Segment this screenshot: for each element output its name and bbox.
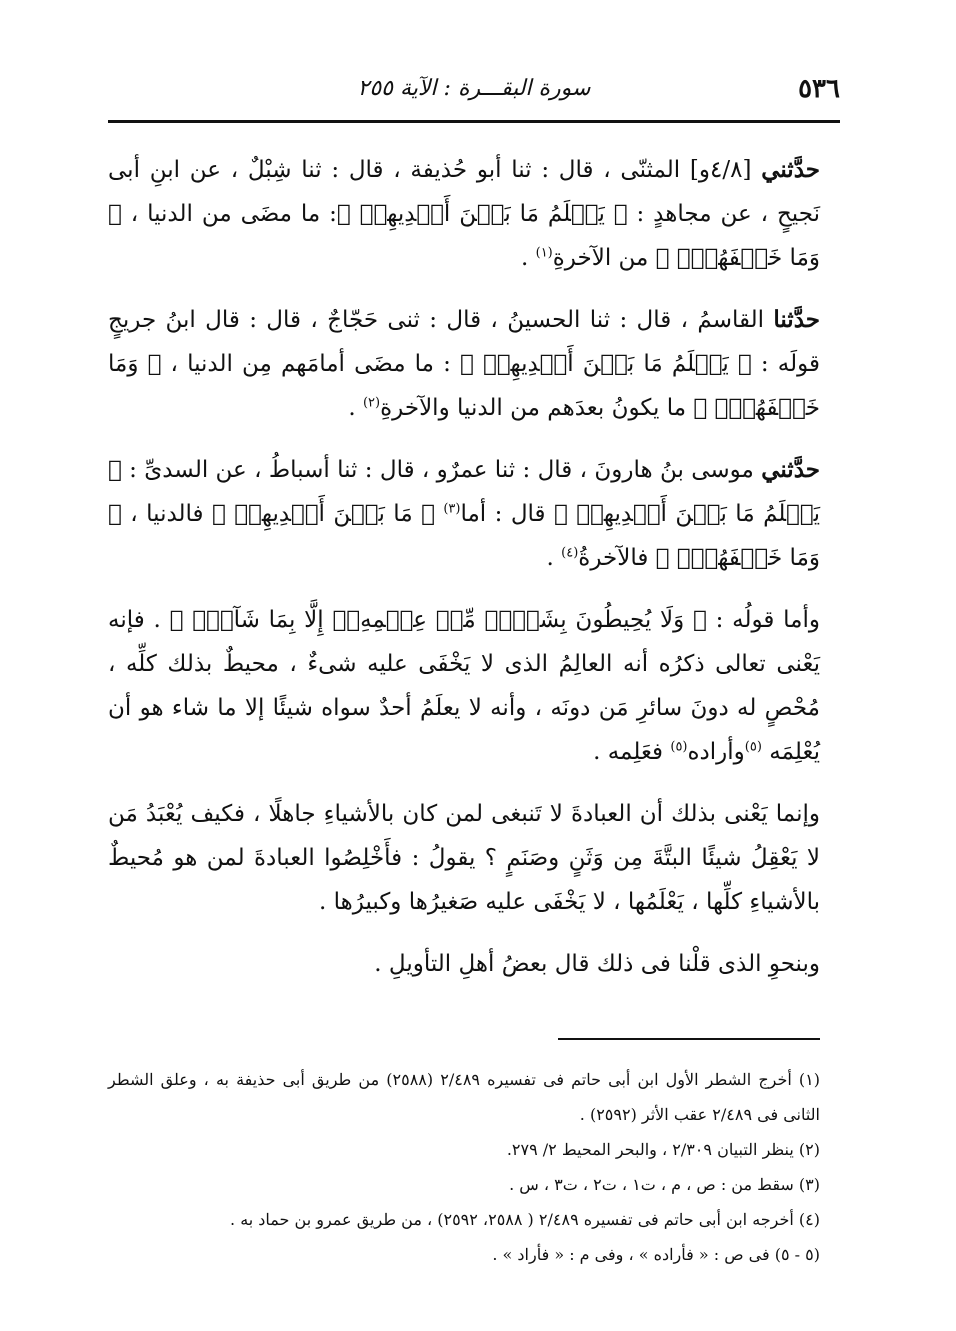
paragraph-text: وإنما يَعْنى بذلك أن العبادةَ لا تَنبغى لمن كان بالأشياءِ جاهلًا ، فكيف يُعْبَدُ مَن لا يَعْقِلُ شيئًا البتَّةَ مِن وَثَنٍ وصَنَمٍ ؟ يقولُ : فأَخْلِصُوا العبادةَ لمن هو مُحيطٌ بالأشياءِ كلِّها ، يَعْلَمُها ، لا يَخْفَى عليه صَغيرُها وكبيرُها . [108, 801, 820, 915]
paragraph-text: موسى بنُ هارونَ ، قال : ثنا عمرٌو ، قال : ثنا أسباطُ ، عن السدىِّ : [121, 457, 762, 483]
quran-verse: ﴿ وَمَا خَلۡفَهُمۡۖ ﴾ [108, 201, 820, 271]
footnote-marker: (٤) [561, 545, 579, 561]
paragraph-text: من الآخرةِ [552, 245, 656, 271]
paragraph-text: ما يكونُ بعدَهم من الدنيا والآخرةِ [380, 395, 694, 421]
paragraph-text: . [520, 245, 536, 271]
footnote-marker: (٥) [670, 739, 688, 755]
quran-verse: ﴿ وَلَا يُحِيطُونَ بِشَيۡءٖ مِّنۡ عِلۡمِهِۦٓ إِلَّا بِمَا شَآءَۚ ﴾ [169, 607, 707, 633]
footnote: (١) أخرج الشطر الأول ابن أبى حاتم فى تفسيره ٢/٤٨٩ (٢٥٨٨) من طريق أبى حذيفة به ، وعلق الشطر الثانى فى ٢/٤٨٩ عقب الأثر (٢٥٩٢) . [108, 1070, 821, 1124]
paragraph-text: . فإنه يَعْنى تعالى ذكرُه أنه العالِمُ الذى لا يَخْفَى عليه شىءٌ ، محيطٌ بذلك كلِّه ، مُحْصٍ له دونَ سائرِ مَن دونَه ، وأنه لا يعلَمُ أحدٌ سواه شيئًا إلا ما شاء هو أن يُعْلِمَه [108, 607, 820, 765]
main-text [108, 148, 820, 1004]
chain-lead: حدَّثني [761, 156, 820, 183]
header-divider [108, 120, 840, 123]
footnote: (٣) سقط من : ص ، م ، ت١ ، ت٢ ، ت٣ ، س . [509, 1175, 820, 1194]
quran-verse: ﴿ وَمَا خَلۡفَهُمۡۖ ﴾ [108, 351, 820, 421]
paragraph [108, 148, 820, 280]
paragraph [108, 298, 820, 430]
chain-lead: حدَّثنا [773, 306, 820, 333]
paragraph [108, 942, 820, 986]
footnotes [108, 1062, 820, 1272]
page-header [108, 70, 840, 110]
paragraph-text: فالآخرةُ [578, 545, 656, 571]
quran-verse: ﴿ مَا بَيۡنَ أَيۡدِيهِمۡ ﴾ [212, 501, 435, 527]
chain-lead: حدَّثني [761, 456, 820, 483]
paragraph-text: فالدنيا ، [121, 501, 212, 527]
paragraph [108, 598, 820, 774]
footnote-marker: (٥) [744, 739, 762, 755]
quran-verse: ﴿ يَعۡلَمُ مَا بَيۡنَ أَيۡدِيهِمۡ ﴾ [460, 351, 752, 377]
paragraph-text: . [546, 545, 562, 571]
paragraph-text: فعَلِمه . [593, 739, 671, 765]
running-title: سورة البقـــرة : الآية ٢٥٥ [357, 76, 591, 101]
quran-verse: ﴿ وَمَا خَلۡفَهُمۡۖ ﴾ [108, 501, 820, 571]
paragraph-text: : ما مضَى من الدنيا ، [121, 201, 337, 227]
page-number: ٥٣٦ [798, 74, 840, 104]
paragraph-text: [٤/٨و] المثنّى ، قال : ثنا أبو حُذيفة ، قال : ثنا شِبْلٌ ، عن ابنِ أبى نَجيحٍ ، عن مجاهدٍ : [108, 157, 820, 227]
footnote-marker: (٣) [443, 501, 461, 517]
footnote: (٤) أخرجه ابن أبى حاتم فى تفسيره ٢/٤٨٩ ( ٢٥٨٨، ٢٥٩٢) ، من طريق عمرو بن حماد به . [230, 1210, 820, 1229]
footnote: (٥ - ٥) فى ص : « فأراده » ، وفى م : « فأراد » . [492, 1245, 820, 1264]
paragraph-text: : ما مضَى أمامَهم مِن الدنيا ، [161, 351, 460, 377]
footnote: (٢) ينظر التبيان ٢/٣٠٩ ، والبحر المحيط ٢/ ٢٧٩. [506, 1140, 820, 1159]
paragraph-text: القاسمُ ، قال : ثنا الحسينُ ، قال : ثنى حَجّاجٌ ، قال : قال ابنُ جريجٍ قولَه : [108, 307, 820, 377]
paragraph-text: وأراده [687, 739, 745, 765]
quran-verse: ﴿ يَعۡلَمُ مَا بَيۡنَ أَيۡدِيهِمۡ ﴾ [108, 457, 821, 527]
paragraph-text: وبنحوِ الذى قلْنا فى ذلك قال بعضُ أهلِ التأويلِ . [374, 951, 820, 977]
paragraph [108, 792, 820, 924]
paragraph-text: قال : أما [460, 501, 554, 527]
paragraph-text: وأما قولُه : [706, 607, 821, 633]
footnote-marker: (١) [535, 245, 553, 261]
quran-verse: ﴿ يَعۡلَمُ مَا بَيۡنَ أَيۡدِيهِمۡ ﴾ [336, 201, 628, 227]
paragraph [108, 448, 820, 580]
footnote-marker: (٢) [362, 395, 381, 411]
paragraph-text: . [348, 395, 363, 421]
footnote-divider [558, 1038, 820, 1040]
